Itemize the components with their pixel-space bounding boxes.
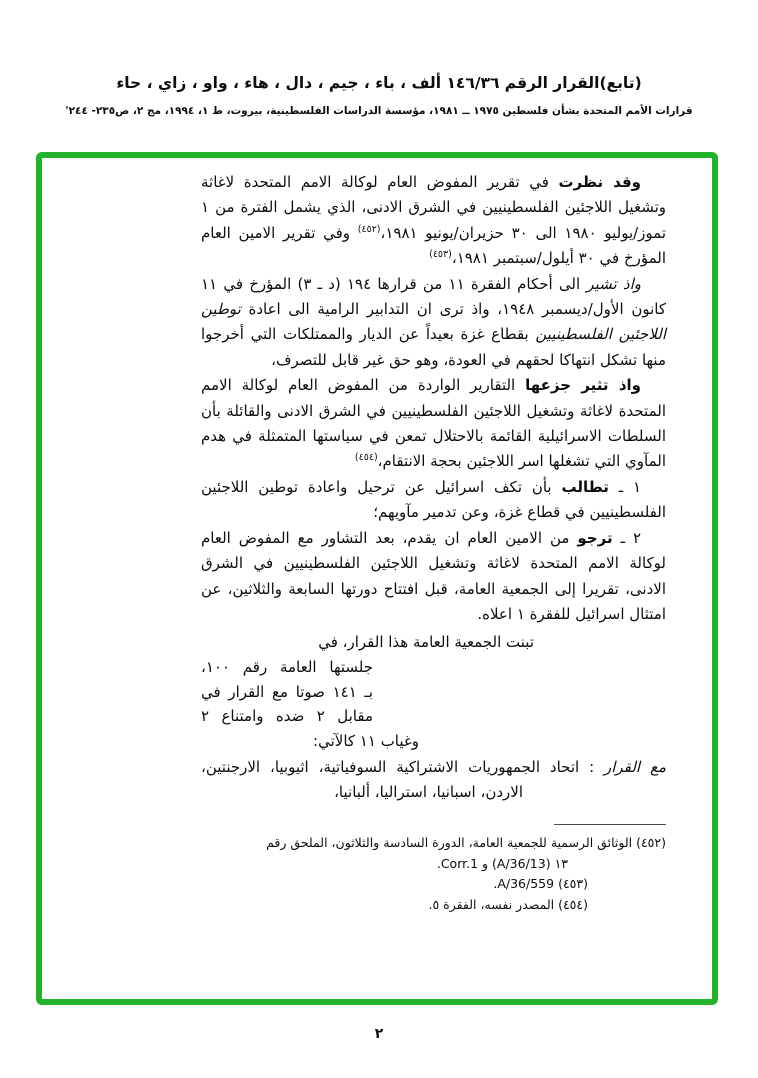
para1-text-2: وفي تقرير الامين العام المؤرخ في ٣٠ أيلول/سبتمبر ١٩٨١، xyxy=(201,223,666,268)
resolution-text-column xyxy=(201,170,666,915)
para1-lead: وقد نظرت xyxy=(558,173,641,191)
paragraph-recalling-194 xyxy=(201,272,666,374)
vote-countries: اتحاد الجمهوريات الاشتراكية السوفياتية، اثيوبيا، الارجنتين، الاردن، اسبانيا، استراليا، ألبانيا، xyxy=(201,758,580,801)
item1-number: ١ ـ xyxy=(608,477,641,496)
source-citation: قرارات الأمم المتحدة بشأن فلسطين ١٩٧٥ ــ ١٩٨١، مؤسسة الدراسات الفلسطينية، بيروت، ط ١، ١٩٩٤، مج ٢، ص٢٣٥- ٢٤٤' xyxy=(65,105,693,117)
item1-text: بأن تكف اسرائيل عن ترحيل واعادة توطين اللاجئين الفلسطينيين في قطاع غزة، وعن تدمير مآويهم؛ xyxy=(201,477,666,522)
footnote-454: (٤٥٤) المصدر نفسه، الفقرة ٥. xyxy=(428,896,588,912)
para3-lead: واذ تثير جزعها xyxy=(525,376,641,395)
footnotes-section xyxy=(201,824,666,915)
footnote-452-line-2: ١٣ (A/36/13) و Corr.1. xyxy=(436,855,568,871)
adoption-record xyxy=(201,630,666,753)
footnote-452-line-1: (٤٥٢) الوثائق الرسمية للجمعية العامة، الدورة السادسة والثلاثون، الملحق رقم xyxy=(266,835,666,851)
item1-lead: تطالب xyxy=(561,477,609,496)
item2-text: من الامين العام ان يقدم، بعد التشاور مع المفوض العام لوكالة الامم المتحدة لاغاثة وتشغيل اللاجئين الفلسطينيين في الشرق الادنى، تقريرا إلى الجمعية العامة، قبل افتتاح دورتها السابعة والثلاثين، عن امتثال اسرائيل للفقرة ١ اعلاه. xyxy=(201,528,666,623)
adoption-line-3: بـ ١٤١ صوتا مع القرار في xyxy=(201,682,373,701)
adoption-line-2: جلستها العامة رقم ١٠٠، xyxy=(201,657,373,676)
paragraph-considered-report xyxy=(201,170,666,272)
item2-number: ٢ ـ xyxy=(612,528,641,547)
footnote-ref-454: (٤٥٤) xyxy=(354,452,378,464)
vote-label: مع القرار xyxy=(604,758,666,777)
footnote-453: (٤٥٣) A/36/559. xyxy=(493,876,588,892)
document-header xyxy=(0,74,758,117)
operative-item-2 xyxy=(201,526,666,628)
adoption-line-5: وغياب ١١ كالآتي: xyxy=(313,731,419,750)
green-content-frame xyxy=(36,152,718,1005)
para2-lead: واذ تشير xyxy=(586,274,641,293)
footnote-ref-452: (٤٥٢) xyxy=(357,223,381,235)
resolution-title: (تابع)القرار الرقم ١٤٦/٣٦ ألف ، باء ، جيم ، دال ، هاء ، واو ، زاي ، حاء xyxy=(116,74,642,92)
paragraph-alarmed-reports xyxy=(201,373,666,475)
adoption-line-1: تبنت الجمعية العامة هذا القرار، في xyxy=(318,633,534,652)
footnote-separator-line xyxy=(554,824,666,825)
vote-colon: : xyxy=(579,758,605,777)
adoption-line-4: مقابل ٢ ضده وامتناع ٢ xyxy=(201,707,373,726)
para1-text-1: في تقرير المفوض العام لوكالة الامم المتحدة لاغاثة وتشغيل اللاجئين الفلسطينيين في الشرق الادنى، الذي يشمل الفترة من ١ تموز/يوليو ١٩٨٠ الى ٣٠ حزيران/يونيو ١٩٨١، xyxy=(201,173,667,242)
page-number: ٢ xyxy=(374,1026,384,1042)
footnote-ref-453: (٤٥٣) xyxy=(429,249,452,261)
para2-text-1: الى أحكام الفقرة ١١ من قرارها ١٩٤ (د ـ ٣) المؤرخ في ١١ كانون الأول/ديسمبر ١٩٤٨، واذ ترى ان التدابير الرامية الى اعادة xyxy=(201,274,666,319)
para2-text-2: بقطاع غزة بعيداً عن الديار والممتلكات التي أخرجوا منها تشكل انتهاكا لحقهم في العودة، وهو حق غير قابل للتصرف، xyxy=(201,325,666,369)
para3-text: التقارير الواردة من المفوض العام لوكالة الامم المتحدة لاغاثة وتشغيل اللاجئين الفلسطينيين في الشرق الادنى والقائلة بأن السلطات الاسرائيلية القائمة بالاحتلال تمعن في سياستها المتمثلة في هدم المآوي التي تشغلها اسر اللاجئين بحجة الانتقام، xyxy=(201,376,666,471)
operative-item-1 xyxy=(201,475,666,526)
item2-lead: ترجو xyxy=(577,528,613,547)
vote-list-in-favour xyxy=(201,755,666,804)
para2-emphasis: توطين اللاجئين الفلسطينيين xyxy=(201,300,666,344)
